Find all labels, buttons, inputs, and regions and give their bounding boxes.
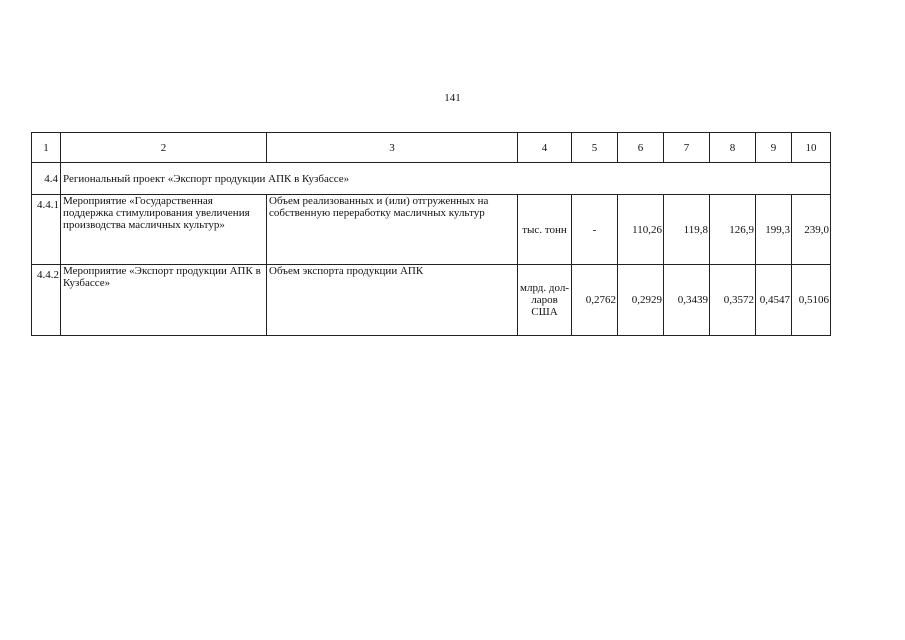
header-cell: 4 [518, 133, 572, 163]
header-cell: 8 [710, 133, 756, 163]
row-value: 0,3439 [664, 265, 710, 336]
header-cell: 6 [618, 133, 664, 163]
table-row [32, 265, 831, 336]
section-row [32, 163, 831, 195]
row-indicator: Объем экспорта продукции АПК [267, 265, 518, 336]
row-value: 110,26 [618, 195, 664, 265]
row-value: 0,5106 [792, 265, 831, 336]
row-value: 0,2929 [618, 265, 664, 336]
header-cell: 9 [756, 133, 792, 163]
row-code: 4.4.2 [32, 265, 61, 336]
row-value: 119,8 [664, 195, 710, 265]
table-header-row [32, 133, 831, 163]
row-code: 4.4.1 [32, 195, 61, 265]
row-indicator: Объем реализованных и (или) отгруженных на собственную переработку масличных культур [267, 195, 518, 265]
page-number: 141 [444, 92, 461, 104]
row-value: 239,0 [792, 195, 831, 265]
section-title: Региональный проект «Экспорт продукции АПК в Кузбассе» [61, 163, 831, 195]
table-row [32, 195, 831, 265]
section-code: 4.4 [32, 163, 61, 195]
row-value: 0,3572 [710, 265, 756, 336]
row-value: 0,4547 [756, 265, 792, 336]
row-unit: млрд. дол-ларов США [518, 265, 572, 336]
row-unit: тыс. тонн [518, 195, 572, 265]
indicators-table [31, 132, 831, 336]
row-value: 126,9 [710, 195, 756, 265]
header-cell: 5 [572, 133, 618, 163]
row-event: Мероприятие «Государственная поддержка стимулирования увеличения производства масличных культур» [61, 195, 267, 265]
header-cell: 7 [664, 133, 710, 163]
header-cell: 1 [32, 133, 61, 163]
row-value: - [572, 195, 618, 265]
header-cell: 2 [61, 133, 267, 163]
header-cell: 3 [267, 133, 518, 163]
row-value: 0,2762 [572, 265, 618, 336]
row-event: Мероприятие «Экспорт продукции АПК в Кузбассе» [61, 265, 267, 336]
row-value: 199,3 [756, 195, 792, 265]
header-cell: 10 [792, 133, 831, 163]
